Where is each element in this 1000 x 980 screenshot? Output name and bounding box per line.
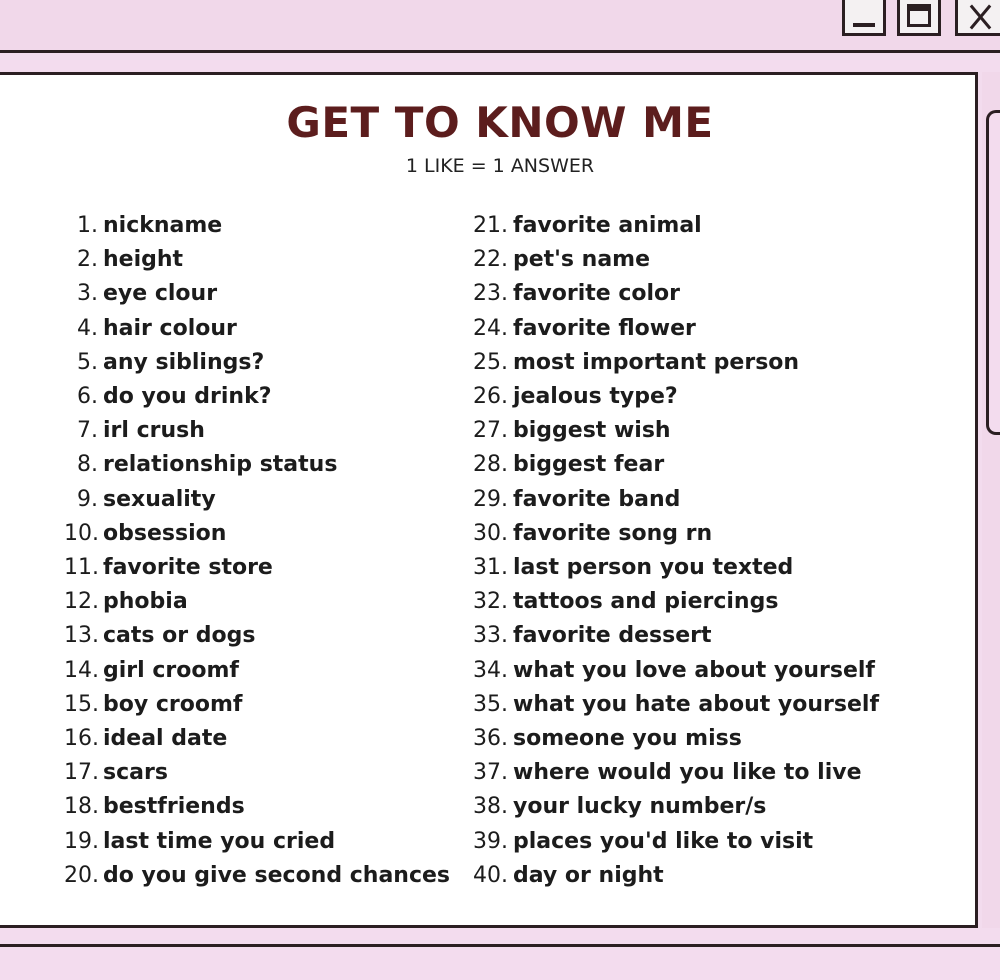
question-text: your lucky number/s: [513, 794, 767, 820]
question-number: 22.: [473, 247, 508, 273]
question-item: [460, 451, 664, 479]
question-number: 29.: [473, 486, 508, 512]
question-number: 33.: [473, 623, 508, 649]
question-item: [64, 486, 216, 514]
question-item: [64, 828, 335, 856]
question-item: [64, 793, 245, 821]
question-number: 7.: [77, 418, 98, 444]
question-item: [64, 622, 256, 650]
question-text: places you'd like to visit: [513, 828, 814, 854]
question-number: 17.: [64, 760, 99, 786]
question-number: 15.: [64, 691, 99, 717]
question-text: hair colour: [103, 315, 237, 341]
question-text: biggest wish: [513, 418, 671, 444]
question-item: [460, 280, 680, 308]
page-subtitle: 1 LIKE = 1 ANSWER: [405, 155, 595, 177]
question-number: 35.: [473, 691, 508, 717]
question-number: 16.: [64, 726, 99, 751]
question-number: 12.: [64, 589, 99, 615]
minimize-icon: [853, 23, 875, 27]
question-number: 28.: [473, 452, 508, 478]
question-number: 26.: [473, 384, 508, 409]
question-item: [460, 793, 766, 821]
question-number: 5.: [77, 349, 98, 375]
question-number: 40.: [473, 862, 508, 888]
close-icon: [958, 0, 1000, 33]
question-text: favorite color: [513, 281, 681, 307]
question-text: eye clour: [103, 281, 218, 307]
question-text: obsession: [103, 520, 227, 546]
question-text: favorite dessert: [513, 623, 712, 649]
titlebar-divider: [0, 50, 1000, 53]
question-text: favorite store: [103, 555, 273, 580]
question-item: [460, 417, 671, 445]
close-button[interactable]: [955, 0, 1000, 36]
question-text: someone you miss: [513, 726, 742, 751]
question-text: biggest fear: [513, 452, 665, 478]
question-item: [460, 862, 664, 890]
question-number: 25.: [473, 349, 508, 375]
question-item: [64, 246, 183, 274]
question-text: any siblings?: [103, 349, 265, 375]
question-item: [460, 520, 712, 548]
question-item: [64, 759, 168, 787]
question-number: 3.: [77, 281, 98, 307]
question-text: scars: [103, 760, 168, 786]
question-number: 1.: [77, 213, 98, 238]
question-text: where would you like to live: [513, 760, 862, 786]
question-text: ideal date: [103, 726, 228, 751]
question-text: day or night: [513, 862, 664, 888]
question-item: [64, 588, 188, 616]
question-text: favorite band: [513, 486, 681, 512]
question-text: do you give second chances: [103, 862, 451, 888]
question-number: 13.: [64, 623, 99, 649]
question-number: 39.: [473, 828, 508, 854]
question-item: [460, 486, 680, 514]
question-text: phobia: [103, 589, 188, 615]
question-number: 30.: [473, 520, 508, 546]
question-text: last person you texted: [513, 555, 794, 580]
page-title: GET TO KNOW ME: [286, 98, 714, 147]
question-text: favorite flower: [513, 315, 696, 341]
question-text: girl croomf: [103, 657, 239, 683]
question-text: favorite song rn: [513, 520, 713, 546]
question-item: [64, 520, 226, 548]
bottom-divider: [0, 944, 1000, 947]
question-text: irl crush: [103, 418, 205, 444]
question-item: [64, 212, 222, 240]
question-item: [460, 588, 778, 616]
question-item: [460, 691, 879, 719]
question-number: 34.: [473, 657, 508, 683]
question-item: [64, 315, 237, 343]
question-item: [64, 417, 205, 445]
question-item: [64, 725, 227, 753]
question-text: jealous type?: [513, 384, 678, 409]
question-text: what you love about yourself: [513, 657, 876, 683]
question-number: 11.: [64, 555, 99, 580]
question-number: 10.: [64, 520, 99, 546]
minimize-button[interactable]: [842, 0, 886, 36]
question-text: tattoos and piercings: [513, 589, 779, 615]
question-item: [64, 657, 239, 685]
question-item: [460, 725, 742, 753]
maximize-button[interactable]: [897, 0, 941, 36]
question-text: boy croomf: [103, 691, 243, 717]
question-item: [64, 554, 273, 582]
question-number: 21.: [473, 213, 508, 238]
question-text: favorite animal: [513, 213, 702, 238]
question-item: [64, 451, 337, 479]
question-item: [460, 246, 650, 274]
question-number: 2.: [77, 247, 98, 273]
question-number: 36.: [473, 726, 508, 751]
question-number: 8.: [77, 452, 98, 478]
question-number: 37.: [473, 760, 508, 786]
question-item: [460, 349, 799, 377]
question-number: 27.: [473, 418, 508, 444]
question-number: 19.: [64, 828, 99, 854]
question-number: 24.: [473, 315, 508, 341]
question-number: 4.: [77, 315, 98, 341]
question-item: [460, 554, 793, 582]
question-item: [64, 862, 450, 890]
question-number: 32.: [473, 589, 508, 615]
question-number: 23.: [473, 281, 508, 307]
question-text: pet's name: [513, 247, 651, 273]
question-text: nickname: [103, 213, 223, 238]
question-text: cats or dogs: [103, 623, 256, 649]
question-text: relationship status: [103, 452, 338, 478]
question-item: [460, 657, 875, 685]
question-item: [64, 691, 242, 719]
question-number: 6.: [77, 384, 98, 409]
question-text: height: [103, 247, 184, 273]
question-number: 9.: [77, 486, 98, 512]
question-number: 20.: [64, 862, 99, 888]
question-text: bestfriends: [103, 794, 245, 820]
question-number: 38.: [473, 794, 508, 820]
question-item: [460, 212, 702, 240]
question-text: what you hate about yourself: [513, 691, 880, 717]
question-item: [64, 280, 217, 308]
question-text: most important person: [513, 349, 800, 375]
question-number: 18.: [64, 794, 99, 820]
question-item: [64, 383, 272, 411]
question-item: [460, 622, 712, 650]
question-text: do you drink?: [103, 384, 272, 409]
question-item: [64, 349, 264, 377]
question-number: 31.: [473, 555, 508, 580]
question-item: [460, 315, 696, 343]
question-item: [460, 759, 862, 787]
question-item: [460, 383, 678, 411]
question-text: last time you cried: [103, 828, 336, 854]
maximize-icon: [907, 4, 931, 27]
question-item: [460, 828, 813, 856]
question-text: sexuality: [103, 486, 216, 512]
question-number: 14.: [64, 657, 99, 683]
